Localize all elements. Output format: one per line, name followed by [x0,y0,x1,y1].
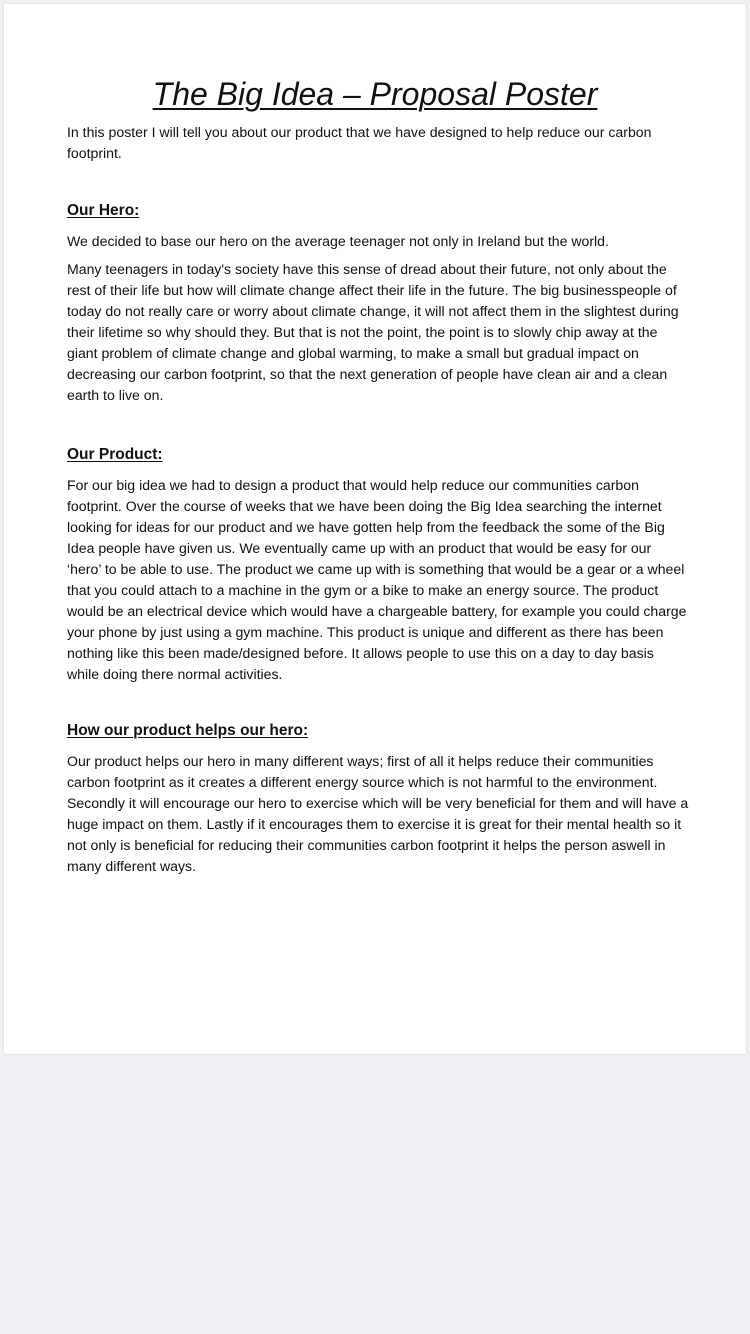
section-heading: Our Hero: [67,202,140,219]
section-heading: Our Product: [67,446,163,463]
intro-block [67,122,689,164]
intro-paragraph: In this poster I will tell you about our product that we have designed to help reduce our carbon footprint. [67,124,652,161]
section-paragraph: Many teenagers in today's society have this sense of dread about their future, not only about the rest of their life but how will climate change affect their life in the future. The big businesspeople of today do not really care or worry about climate change, it will not affect them in the slightest during their lifetime so why should they. But that is not the point, the point is to slowly chip away at the giant problem of climate change and global warming, to make a small but gradual impact on decreasing our carbon footprint, so that the next generation of people have clean air and a clean earth to live on. [67,261,679,403]
document-page [4,4,746,1054]
section-our-hero [67,201,689,406]
document-title: The Big Idea – Proposal Poster [152,76,598,112]
section-heading: How our product helps our hero: [67,722,309,739]
section-paragraph: For our big idea we had to design a product that would help reduce our communities carbon footprint. Over the course of weeks that we have been doing the Big Idea searching the internet looking for ideas for our product and we have gotten help from the feedback the some of the Big Idea people have given us. We eventually came up with an product that would be easy for our ‘hero’ to be able to use. The product we came up with is something that would be a gear or a wheel that you could attach to a machine in the gym or a bike to make an energy source. The product would be an electrical device which would have a chargeable battery, for example you could charge your phone by just using a gym machine. This product is unique and different as there has been nothing like this been made/designed before. It allows people to use this on a day to day basis while doing there normal activities. [67,477,687,682]
section-paragraph: We decided to base our hero on the average teenager not only in Ireland but the world. [67,233,609,249]
section-paragraph: Our product helps our hero in many different ways; first of all it helps reduce their communities carbon footprint as it creates a different energy source which is not harmful to the environment. Secondly it will encourage our hero to exercise which will be very beneficial for them and will have a huge impact on them. Lastly if it encourages them to exercise it is great for their mental health so it not only is beneficial for reducing their communities carbon footprint it helps the person aswell in many different ways. [67,753,689,874]
section-our-product [67,445,689,685]
section-product-helps-hero [67,721,689,877]
